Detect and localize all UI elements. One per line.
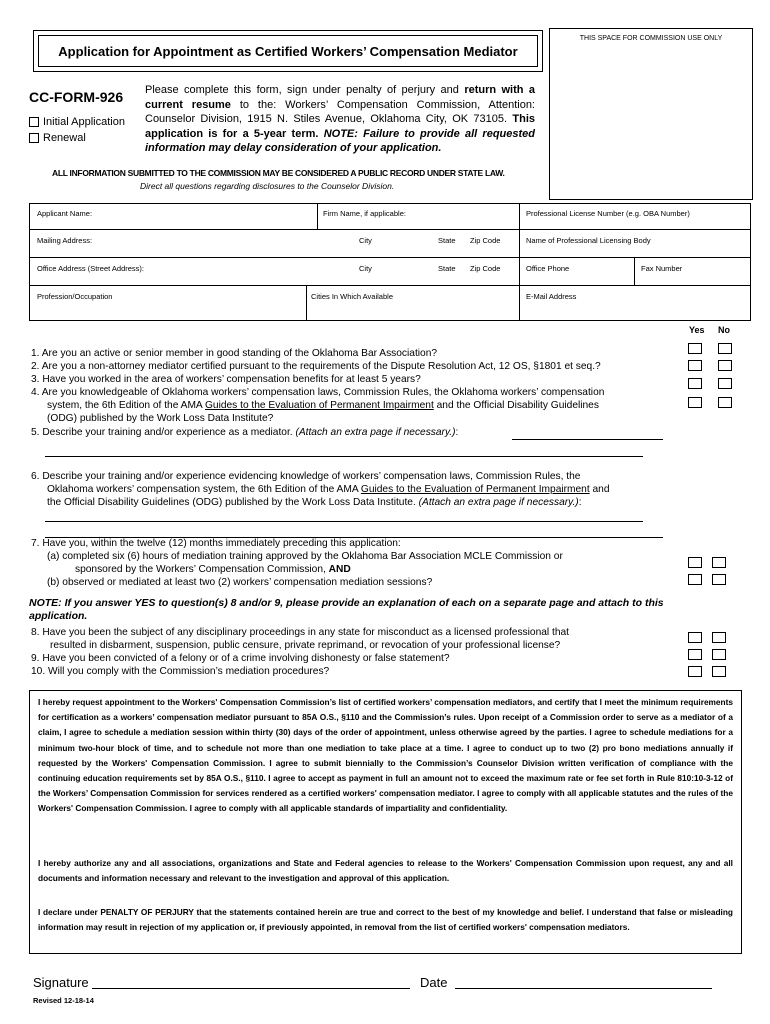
fax-number-field[interactable]: Fax Number [641,264,683,273]
mailing-city-field[interactable]: City [359,236,372,245]
no-header: No [718,325,730,335]
certification-box [29,690,742,954]
q7b-yes-checkbox[interactable] [688,574,702,585]
q2-yes-checkbox[interactable] [688,360,702,371]
applicant-info-grid [29,203,751,321]
question-5-answer-line-2[interactable] [45,456,643,457]
profession-field[interactable]: Profession/Occupation [37,292,113,301]
commission-use-box [549,28,753,200]
form-number: CC-FORM-926 [29,89,124,105]
firm-name-field[interactable]: Firm Name, if applicable: [323,209,406,218]
title-box [33,30,543,72]
renewal-checkbox[interactable] [29,133,39,143]
question-8: 8. Have you been the subject of any disciplinary proceedings in any state for misconduct as a licensed professional that [31,627,569,638]
q4-no-checkbox[interactable] [718,397,732,408]
question-4: 4. Are you knowledgeable of Oklahoma workers’ compensation laws, Commission Rules, the Oklahoma workers’ compensation [31,387,605,398]
initial-application-checkbox[interactable] [29,117,39,127]
initial-application-option[interactable] [29,116,125,128]
question-7a: (a) completed six (6) hours of mediation training approved by the Oklahoma Bar Association MCLE Commission or [47,551,563,562]
q7a-no-checkbox[interactable] [712,557,726,568]
question-6-answer-line-1[interactable] [45,521,643,522]
date-line[interactable] [455,988,712,989]
q1-yes-checkbox[interactable] [688,343,702,354]
q4-yes-checkbox[interactable] [688,397,702,408]
renewal-label: Renewal [43,132,86,144]
question-4-line-2: system, the 6th Edition of the AMA Guides to the Evaluation of Permanent Impairment and the Official Disability Guidelines [47,400,599,411]
q7b-no-checkbox[interactable] [712,574,726,585]
signature-line[interactable] [92,988,410,989]
question-7: 7. Have you, within the twelve (12) months immediately preceding this application: [31,538,401,549]
question-6: 6. Describe your training and/or experience evidencing knowledge of workers’ compensation laws, Commission Rules, the [31,471,581,482]
q10-yes-checkbox[interactable] [688,666,702,677]
office-phone-field[interactable]: Office Phone [526,264,570,273]
office-zip-field[interactable]: Zip Code [470,264,501,273]
explanation-note: NOTE: If you answer YES to question(s) 8 and/or 9, please provide an explanation of each on a separate page and attach to this application. [29,597,664,622]
q3-no-checkbox[interactable] [718,378,732,389]
commission-use-label: THIS SPACE FOR COMMISSION USE ONLY [579,35,723,42]
signature-label: Signature [33,975,89,990]
instructions: Please complete this form, sign under penalty of perjury and return with a current resume to the: Workers’ Compensation Commission, Attention: Counselor Division, 1915 N. Stiles Avenue, Oklahoma City, OK 73105. This application is for a 5-year term. NOTE: Failure to provide all requested information may delay consideration of your application. [145,84,535,154]
renewal-option[interactable] [29,132,86,144]
question-7b: (b) observed or mediated at least two (2) workers’ compensation mediation sessions? [47,577,433,588]
q7a-yes-checkbox[interactable] [688,557,702,568]
question-6-line-2: Oklahoma workers’ compensation system, the 6th Edition of the AMA Guides to the Evaluation of Permanent Impairment and [47,484,610,495]
question-5-answer-line-1[interactable] [512,439,663,440]
office-address-field[interactable]: Office Address (Street Address): [37,264,144,273]
cities-available-field[interactable]: Cities In Which Available [311,292,393,301]
email-field[interactable]: E-Mail Address [526,292,577,301]
office-state-field[interactable]: State [438,264,456,273]
question-5: 5. Describe your training and/or experience as a mediator. (Attach an extra page if necessary.): [31,427,459,438]
date-label: Date [420,975,448,990]
authorization-statement: I hereby authorize any and all associations, organizations and State and Federal agencies to release to the Workers' Compensation Commission upon request, any and all documents and information necessary and relevant to the investigation and approval of this application. [38,858,733,884]
question-4-line-3: (ODG) published by the Work Loss Data Institute? [47,413,274,424]
public-record-notice: ALL INFORMATION SUBMITTED TO THE COMMISSION MAY BE CONSIDERED A PUBLIC RECORD UNDER STATE LAW. [52,168,505,178]
question-2: 2. Are you a non-attorney mediator certified pursuant to the requirements of the Dispute Resolution Act, 12 OS, §1801 et seq.? [31,361,601,372]
revision-date: Revised 12-18-14 [33,996,94,1005]
q1-no-checkbox[interactable] [718,343,732,354]
question-1: 1. Are you an active or senior member in good standing of the Oklahoma Bar Association? [31,348,438,359]
question-6-line-3: the Official Disability Guidelines (ODG) published by the Work Loss Data Institute. (Attach an extra page if necessary.): [47,497,582,508]
form-title: Application for Appointment as Certified Workers’ Compensation Mediator [38,35,538,67]
applicant-name-field[interactable]: Applicant Name: [37,209,93,218]
q2-no-checkbox[interactable] [718,360,732,371]
certification-statement: I hereby request appointment to the Workers' Compensation Commission’s list of certified workers’ compensation mediators, and certify that I meet the minimum requirements for certification as a workers’ compensation mediator pursuant to 85A O.S., §110 and the Commission’s rules. Upon receipt of a Commission order to serve as a mediator of a claim, I agree to schedule a mediation session within thirty (30) days of the order of appointment, unless otherwise agreed by the parties. I agree to schedule mediations for a minimum two-hour block of time, and to schedule not more than one mediation to take place at a time. I agree to conduct up to two (2) pro bono mediations annually if requested by the Workers' Compensation Commission. I agree to submit biennially to the Commission’s Counselor Division written verification of compliance with the continuing education requirements set by 85A O.S., §110. I agree to accept as payment in full an amount not to exceed the maximum rate or fee set forth in Rule 810:10-3-12 of the Workers’ Compensation Commission for services rendered as a certified workers' compensation mediator. I agree to comply with all applicable statutes and the rules of the Workers' Compensation Commission. I agree to comply with all applicable standards of impartiality and confidentiality. [38,697,733,814]
q10-no-checkbox[interactable] [712,666,726,677]
q9-no-checkbox[interactable] [712,649,726,660]
mailing-zip-field[interactable]: Zip Code [470,236,501,245]
question-9: 9. Have you been convicted of a felony or of a crime involving dishonesty or false statement? [31,653,450,664]
license-number-field[interactable]: Professional License Number (e.g. OBA Number) [526,209,690,218]
q3-yes-checkbox[interactable] [688,378,702,389]
office-city-field[interactable]: City [359,264,372,273]
question-8-line-2: resulted in disbarment, suspension, public censure, private reprimand, or revocation of your professional license? [50,640,561,651]
disclosure-notice: Direct all questions regarding disclosures to the Counselor Division. [140,181,395,191]
licensing-body-field[interactable]: Name of Professional Licensing Body [526,236,651,245]
question-3: 3. Have you worked in the area of workers’ compensation benefits for at least 5 years? [31,374,421,385]
initial-application-label: Initial Application [43,116,125,128]
question-10: 10. Will you comply with the Commission’s mediation procedures? [31,666,330,677]
perjury-statement: I declare under PENALTY OF PERJURY that the statements contained herein are true and correct to the best of my knowledge and belief. I understand that false or misleading information may result in rejection of my application or, if previously appointed, in removal from the list of certified workers' compensation mediators. [38,907,733,933]
yes-header: Yes [689,325,705,335]
q8-no-checkbox[interactable] [712,632,726,643]
q9-yes-checkbox[interactable] [688,649,702,660]
mailing-state-field[interactable]: State [438,236,456,245]
mailing-address-field[interactable]: Mailing Address: [37,236,93,245]
question-7a-line-2: sponsored by the Workers’ Compensation Commission, AND [75,564,351,575]
q8-yes-checkbox[interactable] [688,632,702,643]
